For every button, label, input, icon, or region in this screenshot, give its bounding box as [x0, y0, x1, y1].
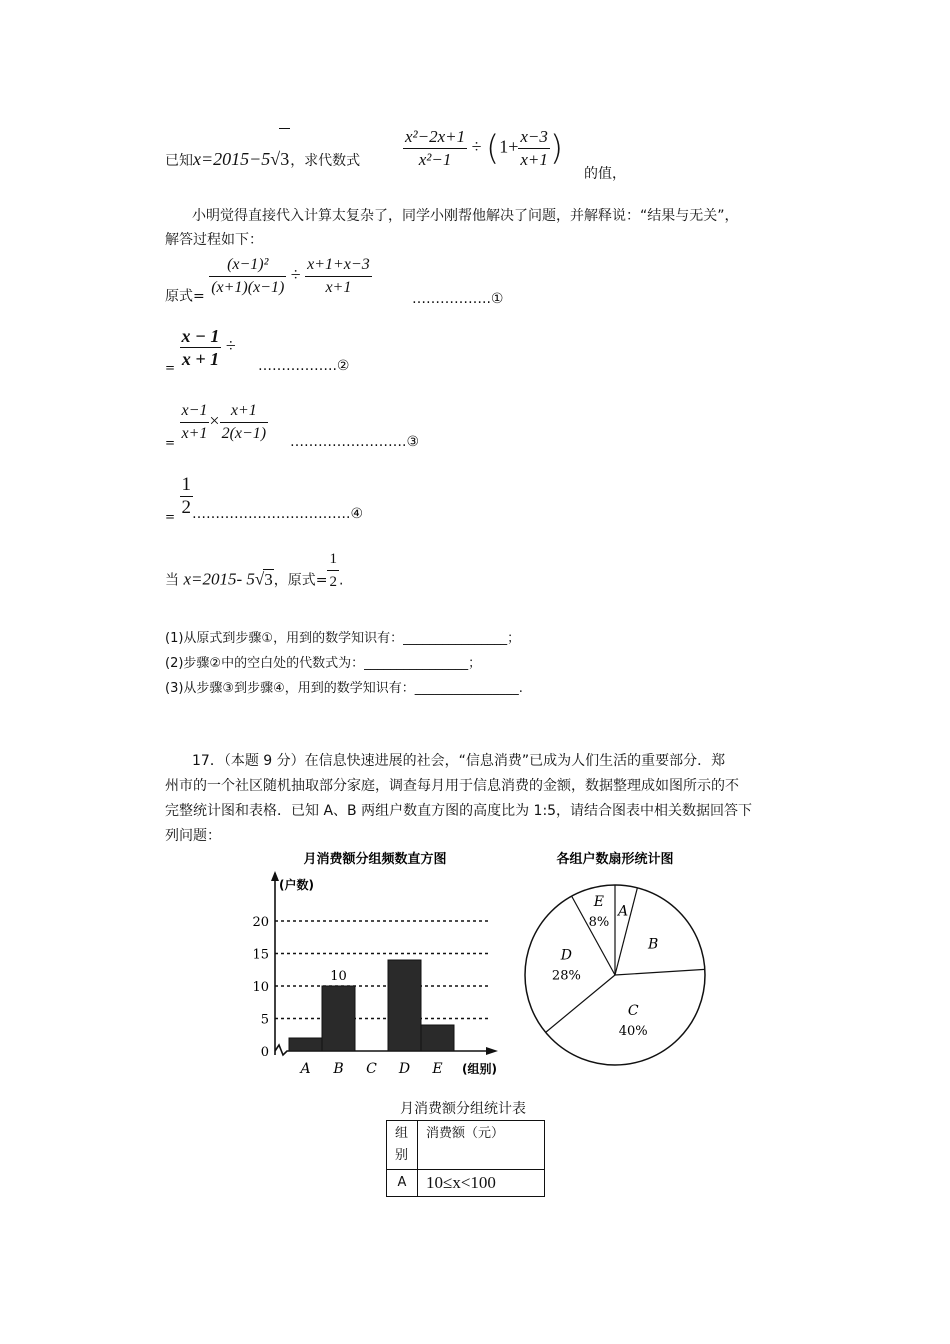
step1-dots: ……………..①: [412, 291, 504, 307]
pie-chart: [505, 845, 725, 1075]
step2-den: x + 1: [181, 349, 220, 369]
given-prefix: 已知: [165, 153, 193, 169]
x-tick-label: C: [366, 1061, 377, 1077]
paren-denominator: x+1: [520, 150, 548, 169]
paren-numerator: x−3: [518, 126, 550, 149]
x-tick-label: E: [432, 1061, 443, 1077]
step1-fraction-2: [305, 254, 372, 299]
step4-dots: …………………………….④: [192, 506, 364, 522]
paren-fraction: [518, 126, 550, 171]
step4-num: 1: [181, 474, 192, 495]
y-axis-arrow: [271, 871, 279, 881]
sqrt-arg: 3: [279, 128, 290, 189]
question-3: (3)从步骤③到步骤④，用到的数学知识有：________________.: [165, 681, 523, 696]
question-1: (1)从原式到步骤①，用到的数学知识有：________________；: [165, 631, 521, 646]
when-prefix: 当: [165, 572, 179, 589]
step1-den-1: (x+1)(x−1): [211, 279, 285, 296]
intro-line-2: 解答过程如下：: [165, 232, 263, 248]
y-tick-label: 10: [252, 980, 269, 995]
x-tick-label: A: [300, 1061, 311, 1077]
x-axis-arrow: [486, 1047, 498, 1055]
table-row: [387, 1170, 545, 1197]
step1-prefix: 原式=: [165, 288, 205, 305]
step3-num-1: x−1: [180, 400, 210, 423]
header-group: 组别: [387, 1121, 418, 1170]
step4-fraction: [180, 474, 194, 519]
table-caption: 月消费额分组统计表: [400, 1101, 526, 1117]
p17-line-1: 17．（本题 9 分）在信息快速进展的社会，“信息消费”已成为人们生活的重要部分．郑: [192, 753, 726, 769]
when-line: 当 x=2015- 5√3，原式= $\frac{1}{2}$ .: [165, 548, 343, 593]
step4-prefix: =: [165, 509, 176, 524]
paren-one: 1+: [499, 136, 519, 157]
row-range: 10≤x<100: [418, 1170, 545, 1197]
bar-data-label: 10: [330, 969, 347, 984]
step-2: [165, 325, 236, 375]
slice-label-A: A: [618, 903, 629, 920]
when-num: 1: [327, 548, 339, 571]
slice-percent-C: 40%: [618, 1024, 648, 1040]
step3-dots: …………………….③: [290, 434, 420, 450]
pie-title: 各组户数扇形统计图: [556, 852, 674, 867]
slice-label-B: B: [647, 936, 659, 953]
y-tick-label: 15: [252, 947, 269, 963]
when-fraction: [327, 548, 339, 593]
step1-fraction-1: [209, 254, 286, 299]
y-tick-label: 20: [252, 915, 269, 930]
when-sqrt-arg: 3: [264, 569, 273, 589]
main-fraction: [403, 126, 467, 171]
step3-times: ×: [209, 410, 220, 431]
value-suffix: 的值，: [584, 166, 626, 182]
slice-label-E: E: [593, 894, 605, 911]
step1-num-2: x+1+x−3: [305, 254, 372, 277]
intro-line-1: 小明觉得直接代入计算太复杂了，同学小刚帮他解决了问题，并解释说：“结果与无关”，: [192, 208, 739, 224]
step2-op: ÷: [225, 335, 236, 356]
histogram-chart: [230, 845, 520, 1080]
bar-D: [388, 960, 421, 1051]
p17-line-3: 完整统计图和表格．已知 A、B 两组户数直方图的高度比为 1:5，请结合图表中相关数据回答下: [165, 803, 753, 819]
step2-dots: ……………..②: [258, 358, 350, 374]
question-2: (2)步骤②中的空白处的代数式为：________________；: [165, 656, 482, 671]
step4-den: 2: [181, 497, 192, 518]
y-tick-label: 0: [260, 1045, 269, 1060]
step3-prefix: =: [165, 435, 176, 450]
ask-text: ，求代数式: [290, 153, 361, 169]
step1-div: ÷: [290, 264, 301, 285]
x-expression: x=2015−5: [193, 149, 271, 169]
bar-E: [421, 1025, 454, 1051]
p17-line-4: 列问题：: [165, 828, 221, 844]
step-3: [165, 400, 268, 450]
row-group: A: [387, 1170, 418, 1197]
step3-den-2: 2(x−1): [221, 425, 267, 442]
histogram-title: 月消费额分组频数直方图: [303, 852, 447, 867]
step-4: [165, 474, 193, 524]
step-1: [165, 254, 372, 306]
division-sign: ÷: [471, 136, 482, 157]
y-tick-label: 5: [260, 1012, 269, 1028]
when-x: x=2015- 5: [183, 569, 255, 589]
when-den: 2: [329, 574, 337, 590]
slice-percent-D: 28%: [551, 968, 581, 984]
step3-den-1: x+1: [181, 425, 208, 442]
stat-table: [386, 1120, 545, 1197]
table-header-row: [387, 1121, 545, 1170]
when-end: .: [338, 572, 344, 589]
main-numerator: x²−2x+1: [403, 126, 467, 149]
main-denominator: x²−1: [418, 150, 452, 169]
x-tick-label: B: [333, 1061, 344, 1077]
step2-fraction: [180, 325, 222, 370]
step3-fraction-1: [180, 400, 210, 445]
step1-num-1: (x−1)²: [209, 254, 286, 277]
step2-num: x − 1: [181, 326, 220, 346]
step2-prefix: =: [165, 360, 176, 375]
slice-percent-E: 8%: [588, 915, 610, 931]
bar-B: [322, 986, 355, 1051]
when-mid: ，原式=: [273, 572, 328, 589]
header-amount: 消费额（元）: [418, 1121, 545, 1170]
slice-label-D: D: [560, 947, 572, 964]
given-line: 已知x=2015−5√3，求代数式: [165, 128, 360, 188]
slice-label-C: C: [627, 1003, 639, 1020]
step3-fraction-2: [220, 400, 269, 445]
x-axis-label: (组别): [462, 1062, 497, 1076]
x-tick-label: D: [398, 1061, 411, 1077]
given-expression: $\frac{\text{x²−2x+1}}{\text{x²−1}}$ ÷ (1+ $\frac{x-3}{x+1}$ ): [405, 127, 564, 169]
step3-num-2: x+1: [220, 400, 269, 423]
step1-den-2: x+1: [325, 279, 352, 296]
bar-A: [289, 1038, 322, 1051]
y-axis-label: (户数): [279, 878, 314, 892]
p17-line-2: 州市的一个社区随机抽取部分家庭，调查每月用于信息消费的金额，数据整理成如图所示的不: [165, 778, 739, 794]
